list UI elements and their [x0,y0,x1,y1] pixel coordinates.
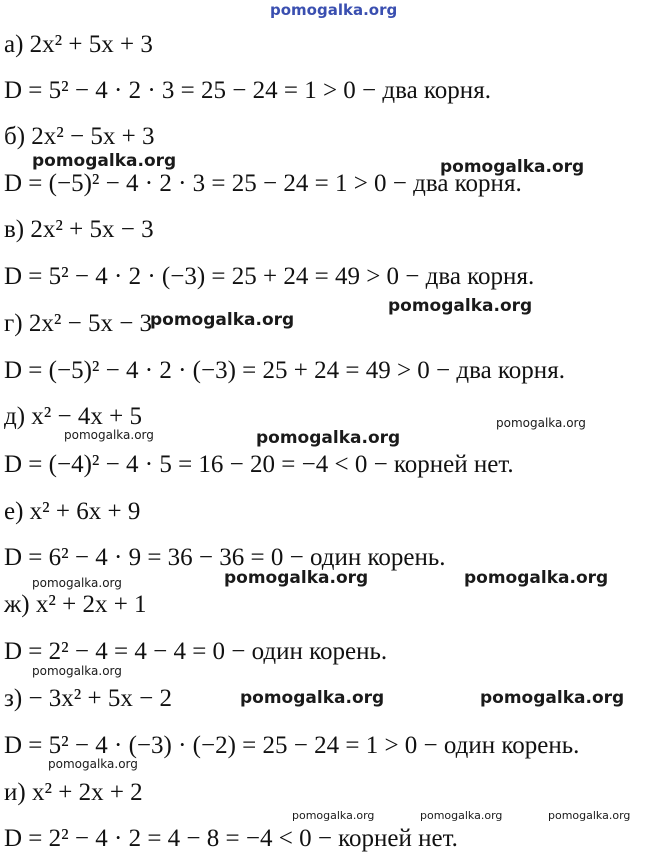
watermark: pomogalka.org [480,688,625,708]
watermark: pomogalka.org [256,428,401,448]
item-e-label: е) [4,498,24,525]
item-b-discriminant: D = (−5)² − 4 · 2 · 3 = 25 − 24 = 1 > 0 − два корня. [4,170,522,197]
item-v-discriminant: D = 5² − 4 · 2 · (−3) = 25 + 24 = 49 > 0 − два корня. [4,263,535,290]
item-z-polynomial: − 3x² + 5x − 2 [28,685,172,712]
watermark: pomogalka.org [32,664,122,678]
item-v-polynomial: 2x² + 5x − 3 [30,216,154,243]
watermark: pomogalka.org [32,151,177,171]
watermark: pomogalka.org [440,157,585,177]
item-z-expression [4,684,172,714]
watermark: pomogalka.org [48,757,138,771]
item-d-polynomial: x² − 4x + 5 [31,403,142,430]
item-zh-polynomial: x² + 2x + 1 [35,591,147,618]
item-v-expression [4,215,154,245]
watermark: pomogalka.org [496,416,586,430]
item-b-label: б) [4,123,26,150]
watermark: pomogalka.org [224,568,369,588]
item-d-label: д) [4,403,26,430]
watermark: pomogalka.org [32,576,122,590]
item-i-expression [4,778,143,808]
watermark: pomogalka.org [420,809,503,822]
item-g-label: г) [4,310,23,337]
item-g-polynomial: 2x² − 5x − 3 [28,310,153,337]
item-a-label: а) [4,31,24,58]
item-a-polynomial: 2x² + 5x + 3 [29,31,153,58]
item-i-polynomial: x² + 2x + 2 [31,779,143,806]
watermark: pomogalka.org [292,809,375,822]
watermark: pomogalka.org [548,809,631,822]
site-header-watermark: pomogalka.org [270,1,398,19]
watermark: pomogalka.org [464,568,609,588]
item-z-label: з) [4,685,23,712]
item-e-polynomial: x² + 6x + 9 [29,498,141,525]
item-zh-label: ж) [4,591,30,618]
item-z-discriminant: D = 5² − 4 · (−3) · (−2) = 25 − 24 = 1 > 0 − один корень. [4,732,580,759]
item-i-label: и) [4,779,26,806]
item-zh-discriminant: D = 2² − 4 = 4 − 4 = 0 − один корень. [4,638,388,665]
item-b-expression [4,122,155,152]
item-i-discriminant: D = 2² − 4 · 2 = 4 − 8 = −4 < 0 − корней нет. [4,825,458,852]
item-v-label: в) [4,216,25,243]
item-g-expression [4,309,152,339]
item-a-discriminant: D = 5² − 4 · 2 · 3 = 25 − 24 = 1 > 0 − два корня. [4,77,491,104]
item-e-discriminant: D = 6² − 4 · 9 = 36 − 36 = 0 − один корень. [4,544,446,571]
item-a-expression [4,30,153,60]
item-g-discriminant: D = (−5)² − 4 · 2 · (−3) = 25 + 24 = 49 > 0 − два корня. [4,357,565,384]
watermark: pomogalka.org [240,688,385,708]
item-b-polynomial: 2x² − 5x + 3 [31,123,155,150]
item-d-discriminant: D = (−4)² − 4 · 5 = 16 − 20 = −4 < 0 − корней нет. [4,451,514,478]
item-zh-expression [4,590,147,620]
watermark: pomogalka.org [388,296,533,316]
watermark: pomogalka.org [150,310,295,330]
watermark: pomogalka.org [64,428,154,442]
item-e-expression [4,497,140,527]
